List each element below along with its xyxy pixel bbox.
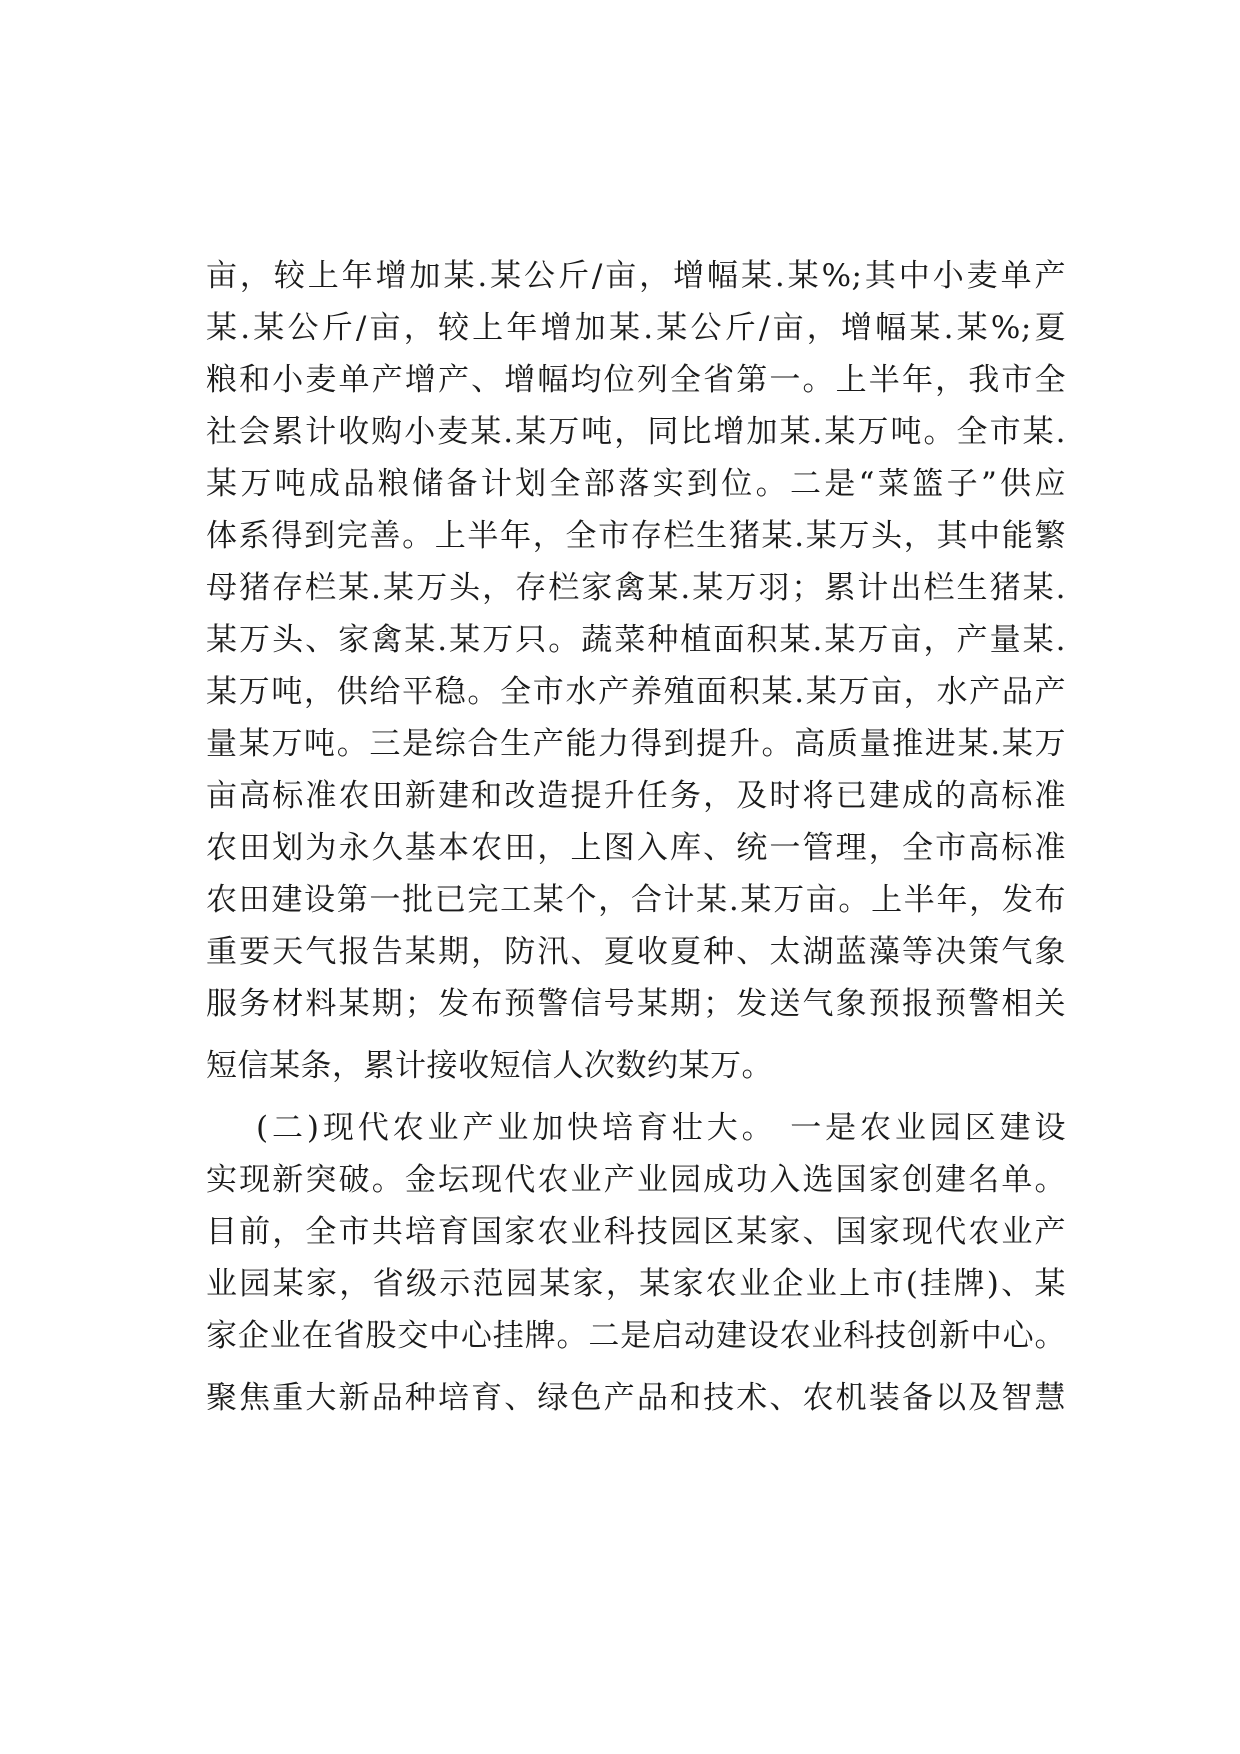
text-line: 重要天气报告某期，防汛、夏收夏种、太湖蓝藻等决策气象 <box>206 934 1066 970</box>
section-heading-line: (二)现代农业产业加快培育壮大。 一是农业园区建设 <box>256 1110 1066 1146</box>
text-line: 亩，较上年增加某.某公斤/亩，增幅某.某%;其中小麦单产 <box>206 258 1066 294</box>
text-line: 短信某条，累计接收短信人次数约某万。 <box>206 1048 773 1084</box>
text-line: 量某万吨。三是综合生产能力得到提升。高质量推进某.某万 <box>206 726 1066 762</box>
text-line: 某万头、家禽某.某万只。蔬菜种植面积某.某万亩，产量某. <box>206 622 1066 658</box>
text-line: 体系得到完善。上半年，全市存栏生猪某.某万头，其中能繁 <box>206 518 1066 554</box>
text-line: 某万吨，供给平稳。全市水产养殖面积某.某万亩，水产品产 <box>206 674 1066 710</box>
text-line: 目前，全市共培育国家农业科技园区某家、国家现代农业产 <box>206 1214 1066 1250</box>
text-line: 某.某公斤/亩，较上年增加某.某公斤/亩，增幅某.某%;夏 <box>206 310 1066 346</box>
text-line: 母猪存栏某.某万头，存栏家禽某.某万羽；累计出栏生猪某. <box>206 570 1066 606</box>
text-line: 服务材料某期；发布预警信号某期；发送气象预报预警相关 <box>206 986 1066 1022</box>
text-line: 亩高标准农田新建和改造提升任务，及时将已建成的高标准 <box>206 778 1066 814</box>
text-line: 家企业在省股交中心挂牌。二是启动建设农业科技创新中心。 <box>206 1318 1066 1354</box>
text-line: 粮和小麦单产增产、增幅均位列全省第一。上半年，我市全 <box>206 362 1066 398</box>
text-line: 社会累计收购小麦某.某万吨，同比增加某.某万吨。全市某. <box>206 414 1066 450</box>
text-line: 农田建设第一批已完工某个，合计某.某万亩。上半年，发布 <box>206 882 1066 918</box>
body-text <box>206 250 1066 1424</box>
text-line: 聚焦重大新品种培育、绿色产品和技术、农机装备以及智慧 <box>206 1380 1066 1416</box>
text-line: 农田划为永久基本农田，上图入库、统一管理，全市高标准 <box>206 830 1066 866</box>
text-line: 实现新突破。金坛现代农业产业园成功入选国家创建名单。 <box>206 1162 1066 1198</box>
text-line: 业园某家，省级示范园某家，某家农业企业上市(挂牌)、某 <box>206 1266 1066 1302</box>
text-line: 某万吨成品粮储备计划全部落实到位。二是“菜篮子”供应 <box>206 466 1066 502</box>
